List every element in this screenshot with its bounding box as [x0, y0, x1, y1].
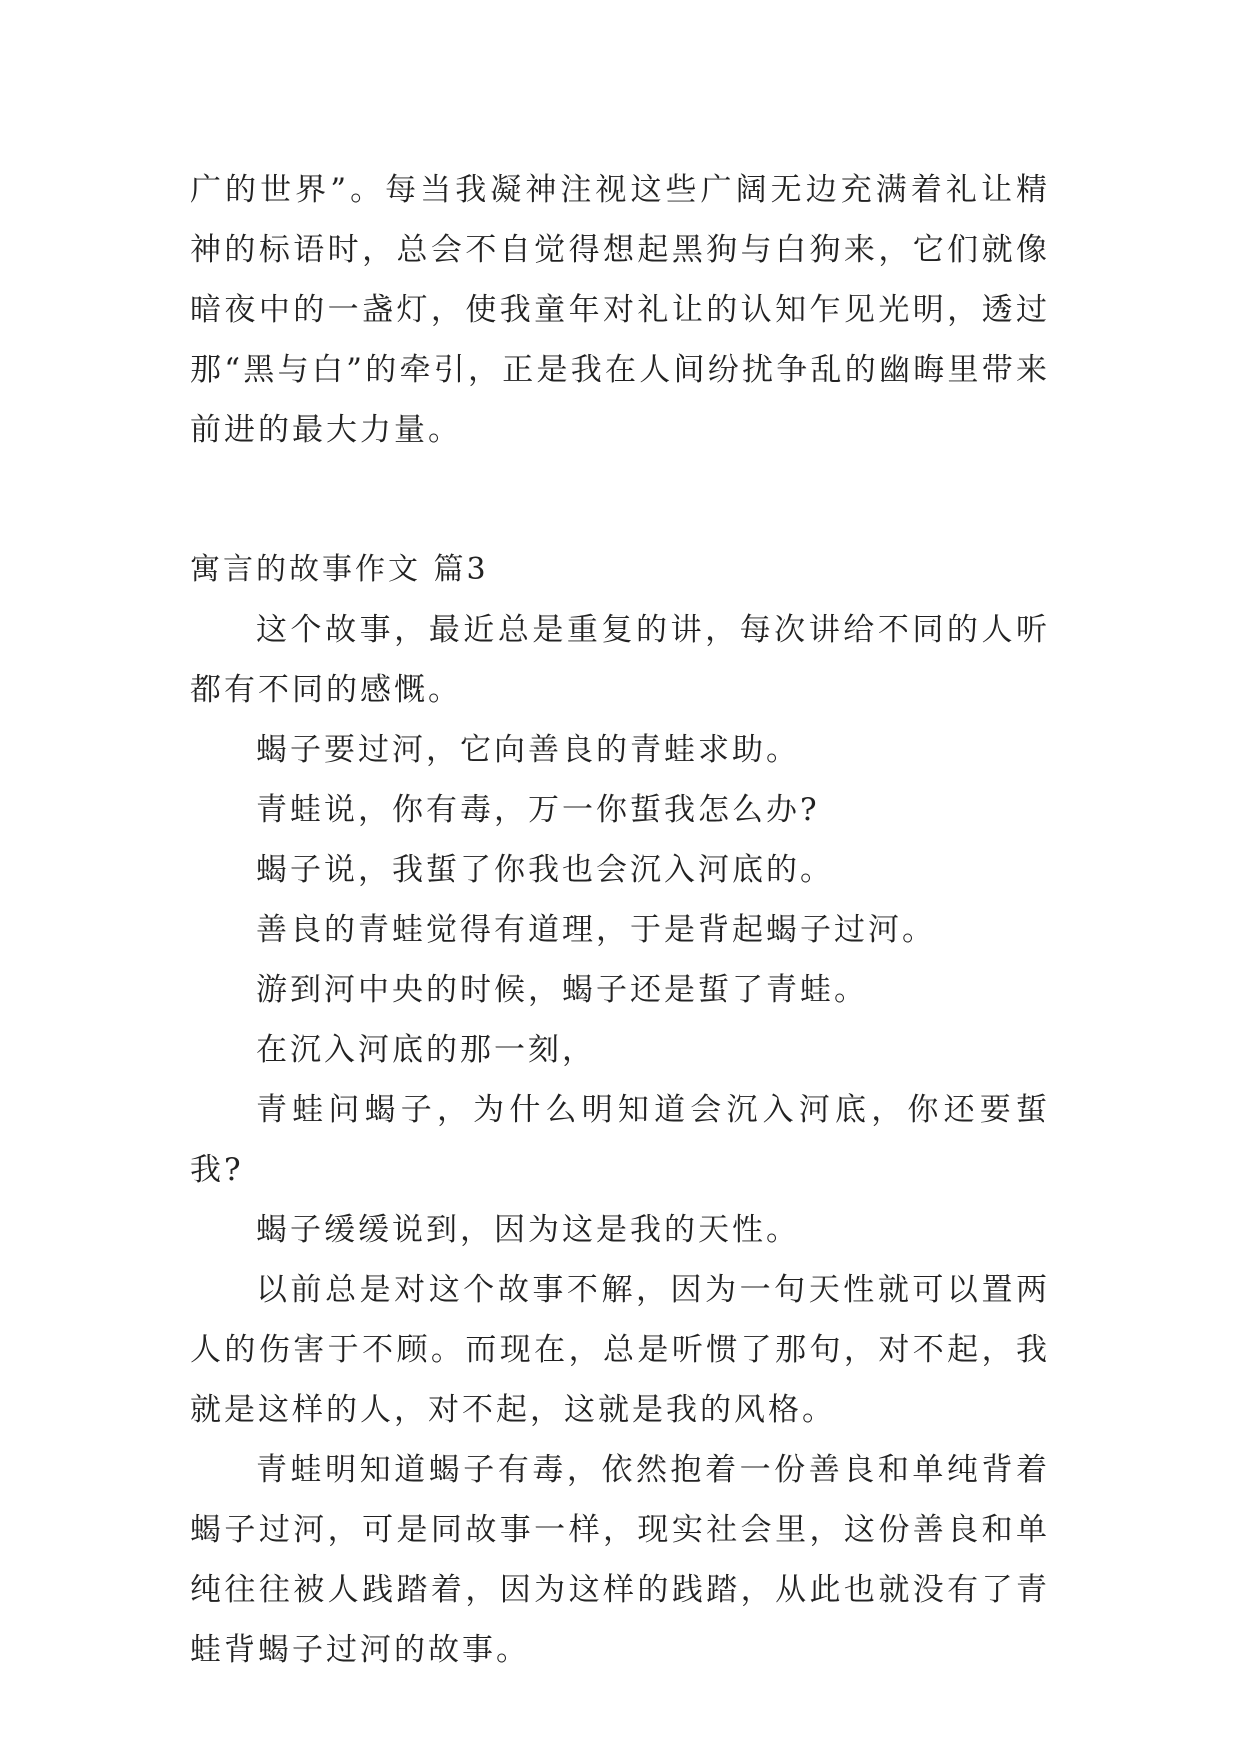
continued-paragraph: 广的世界”。每当我凝神注视这些广阔无边充满着礼让精神的标语时，总会不自觉得想起黑狗与白狗来，它们就像暗夜中的一盏灯，使我童年对礼让的认知乍见光明，透过那“黑与白”的牵引，正是我在人间纷扰争乱的幽晦里带来前进的最大力量。 [190, 172, 1050, 448]
paragraph-4: 蝎子说，我蜇了你我也会沉入河底的。 [256, 852, 834, 888]
paragraph-7: 在沉入河底的那一刻， [256, 1032, 596, 1068]
paragraph-8: 青蛙问蝎子，为什么明知道会沉入河底，你还要蜇我? [190, 1092, 1050, 1188]
paragraph-9: 蝎子缓缓说到，因为这是我的天性。 [256, 1212, 800, 1248]
paragraph-1: 这个故事，最近总是重复的讲，每次讲给不同的人听都有不同的感慨。 [190, 612, 1050, 708]
paragraph-11: 青蛙明知道蝎子有毒，依然抱着一份善良和单纯背着蝎子过河，可是同故事一样，现实社会里，这份善良和单纯往往被人践踏着，因为这样的践踏，从此也就没有了青蛙背蝎子过河的故事。 [190, 1452, 1050, 1668]
paragraph-10: 以前总是对这个故事不解，因为一句天性就可以置两人的伤害于不顾。而现在，总是听惯了那句，对不起，我就是这样的人，对不起，这就是我的风格。 [190, 1272, 1050, 1428]
paragraph-2: 蝎子要过河，它向善良的青蛙求助。 [256, 732, 800, 768]
paragraph-3: 青蛙说，你有毒，万一你蜇我怎么办? [256, 792, 820, 828]
document-page [190, 160, 1050, 1680]
paragraph-6: 游到河中央的时候，蝎子还是蜇了青蛙。 [256, 972, 868, 1008]
section-title: 寓言的故事作文 篇3 [190, 552, 489, 587]
paragraph-5: 善良的青蛙觉得有道理，于是背起蝎子过河。 [256, 912, 936, 948]
